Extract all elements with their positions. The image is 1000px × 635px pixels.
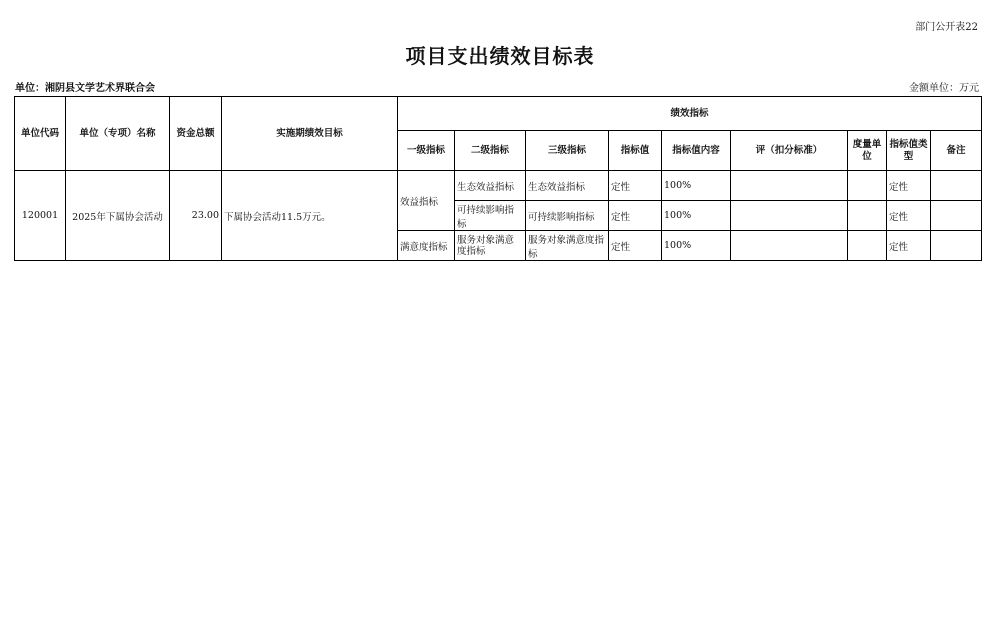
level2-cell: 生态效益指标 [455, 171, 526, 201]
evaluation-cell [731, 171, 848, 201]
value-type-cell: 定性 [887, 171, 931, 201]
measure-unit-cell [848, 171, 887, 201]
evaluation-cell [731, 201, 848, 231]
page-title: 项目支出绩效目标表 [405, 44, 595, 68]
level2-cell: 服务对象满意度指标 [455, 231, 526, 261]
header-remark: 备注 [931, 131, 982, 171]
header-goal: 实施期绩效目标 [222, 97, 398, 171]
header-total-funds: 资金总额 [170, 97, 222, 171]
table-number: 部门公开表22 [915, 22, 978, 33]
project-name-cell: 2025年下属协会活动 [66, 171, 170, 261]
total-funds-cell: 23.00 [170, 171, 222, 261]
value-type-cell: 定性 [887, 201, 931, 231]
value-cell: 定性 [609, 171, 662, 201]
goal-cell: 下属协会活动11.5万元。 [222, 171, 398, 261]
level2-cell: 可持续影响指标 [455, 201, 526, 231]
unit-code-cell: 120001 [15, 171, 66, 261]
measure-unit-cell [848, 201, 887, 231]
evaluation-cell [731, 231, 848, 261]
header-evaluation: 评（扣分标准） [731, 131, 848, 171]
header-value-content: 指标值内容 [662, 131, 731, 171]
level1-cell: 效益指标 [398, 171, 455, 231]
header-level1: 一级指标 [398, 131, 455, 171]
level1-cell: 满意度指标 [398, 231, 455, 261]
value-content-cell: 100% [662, 171, 731, 201]
performance-table [14, 96, 982, 261]
header-indicators: 绩效指标 [398, 97, 982, 131]
remark-cell [931, 171, 982, 201]
level3-cell: 生态效益指标 [526, 171, 609, 201]
header-row-1 [15, 97, 982, 131]
measure-unit-cell [848, 231, 887, 261]
value-cell: 定性 [609, 231, 662, 261]
amount-unit-label: 金额单位：万元 [909, 83, 979, 94]
unit-label: 单位：湘阴县文学艺术界联合会 [15, 83, 155, 94]
remark-cell [931, 231, 982, 261]
header-value: 指标值 [609, 131, 662, 171]
header-project-name: 单位（专项）名称 [66, 97, 170, 171]
value-type-cell: 定性 [887, 231, 931, 261]
header-value-type: 指标值类型 [887, 131, 931, 171]
value-content-cell: 100% [662, 231, 731, 261]
header-level2: 二级指标 [455, 131, 526, 171]
remark-cell [931, 201, 982, 231]
header-unit-code: 单位代码 [15, 97, 66, 171]
header-level3: 三级指标 [526, 131, 609, 171]
header-measure-unit: 度量单位 [848, 131, 887, 171]
table-row [15, 171, 982, 201]
unit-row [15, 79, 979, 94]
value-content-cell: 100% [662, 201, 731, 231]
value-cell: 定性 [609, 201, 662, 231]
level3-cell: 服务对象满意度指标 [526, 231, 609, 261]
level3-cell: 可持续影响指标 [526, 201, 609, 231]
